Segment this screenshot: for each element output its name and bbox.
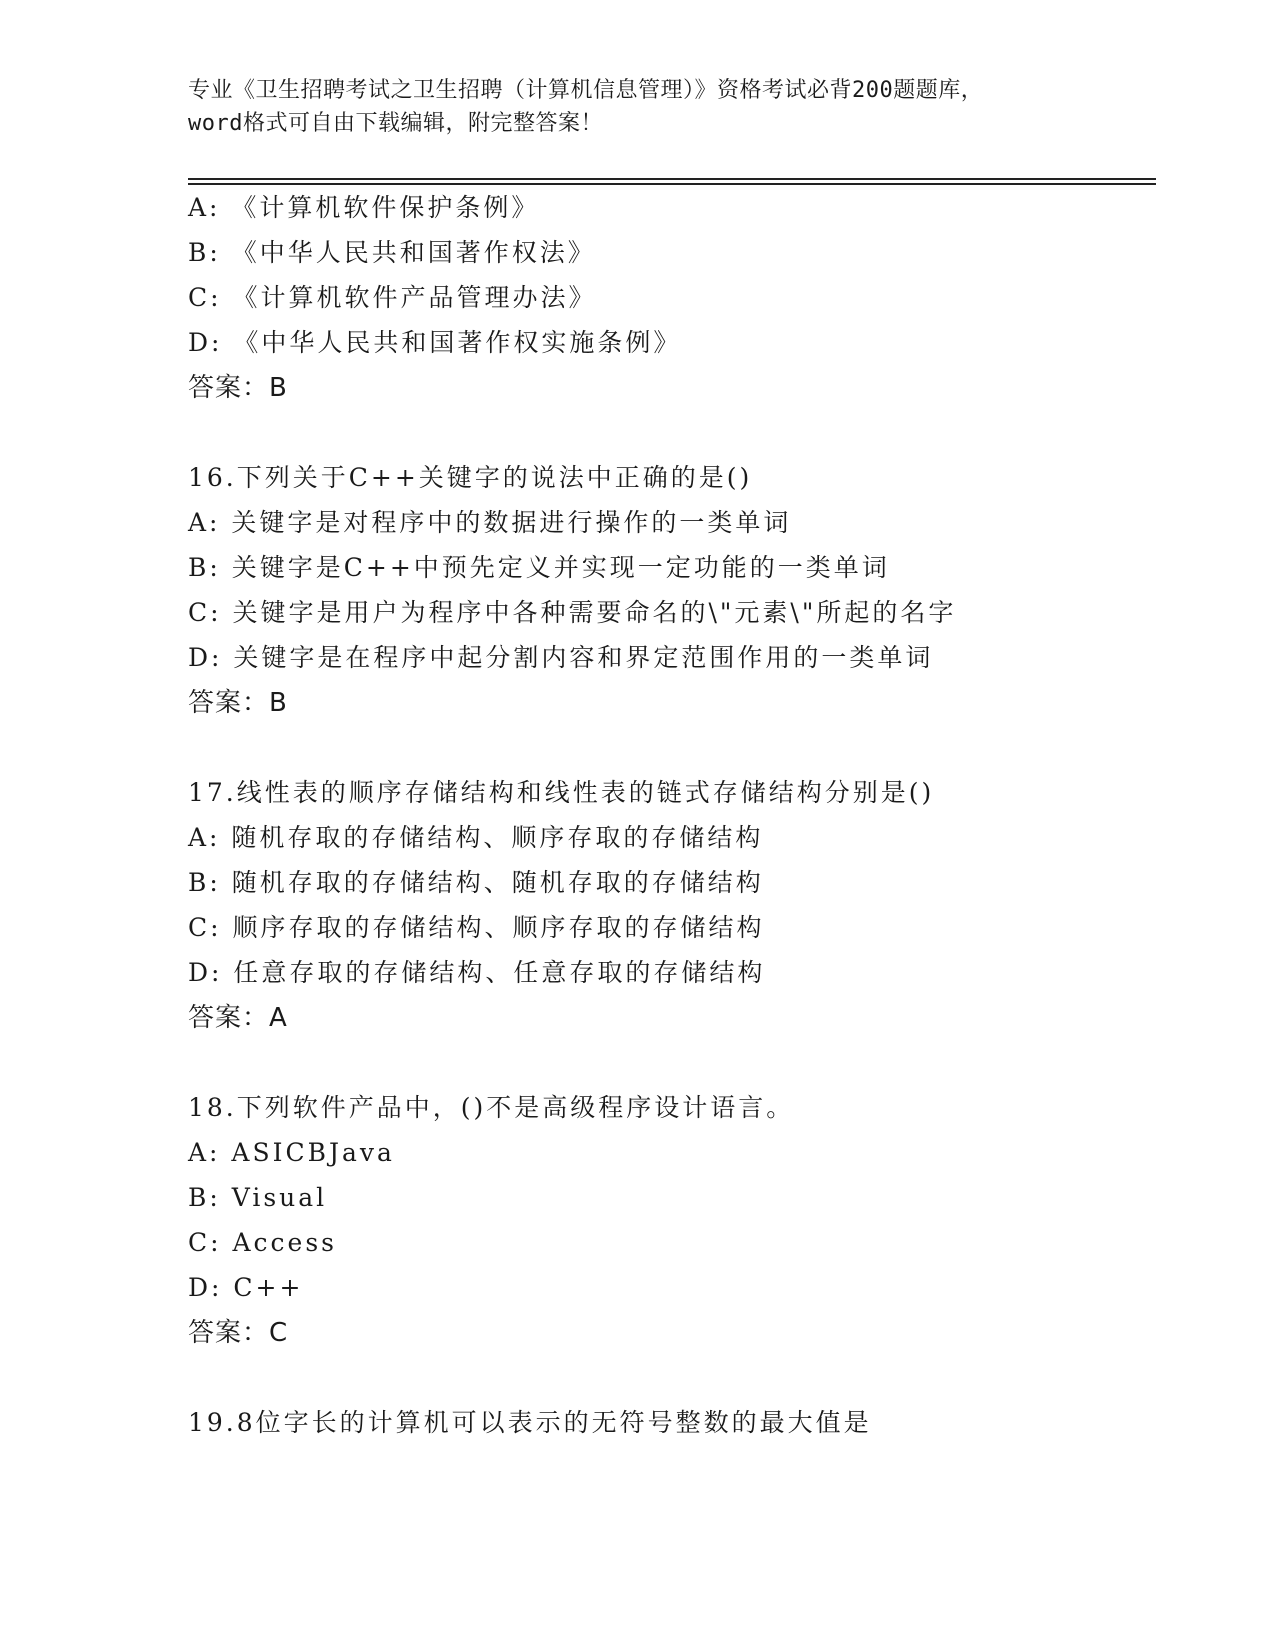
q15-option-d: D: 《中华人民共和国著作权实施条例》: [188, 328, 682, 357]
q18-option-c: C: Access: [188, 1228, 338, 1257]
q17-option-a: A: 随机存取的存储结构、顺序存取的存储结构: [188, 823, 764, 852]
header-divider-bottom: [188, 183, 1156, 185]
header-line-2: word格式可自由下载编辑，附完整答案！: [188, 111, 603, 136]
q18-question: 18.下列软件产品中，()不是高级程序设计语言。: [188, 1093, 795, 1122]
q16-option-b: B: 关键字是C++中预先定义并实现一定功能的一类单词: [188, 553, 890, 582]
q16-option-d: D: 关键字是在程序中起分割内容和界定范围作用的一类单词: [188, 643, 934, 672]
q16-option-c: C: 关键字是用户为程序中各种需要命名的\"元素\"所起的名字: [188, 598, 957, 627]
document-header: [188, 74, 1088, 140]
q19-question: 19.8位字长的计算机可以表示的无符号整数的最大值是: [188, 1408, 872, 1437]
q17-option-b: B: 随机存取的存储结构、随机存取的存储结构: [188, 868, 764, 897]
q15-option-b: B: 《中华人民共和国著作权法》: [188, 238, 596, 267]
q18-option-d: D: C++: [188, 1273, 304, 1302]
q17-option-d: D: 任意存取的存储结构、任意存取的存储结构: [188, 958, 766, 987]
header-divider-top: [188, 178, 1156, 180]
q15-answer: 答案：B: [188, 373, 288, 403]
q18-answer: 答案：C: [188, 1318, 289, 1348]
q17-answer: 答案：A: [188, 1003, 288, 1033]
q17-question: 17.线性表的顺序存储结构和线性表的链式存储结构分别是(): [188, 778, 935, 807]
q17-option-c: C: 顺序存取的存储结构、顺序存取的存储结构: [188, 913, 765, 942]
header-line-1: 专业《卫生招聘考试之卫生招聘（计算机信息管理）》资格考试必背200题题库，: [188, 78, 984, 103]
q15-option-a: A: 《计算机软件保护条例》: [188, 193, 540, 222]
q18-option-b: B: Visual: [188, 1183, 328, 1212]
q18-option-a: A: ASICBJava: [188, 1138, 395, 1167]
q15-option-c: C: 《计算机软件产品管理办法》: [188, 283, 597, 312]
q16-option-a: A: 关键字是对程序中的数据进行操作的一类单词: [188, 508, 792, 537]
q16-question: 16.下列关于C++关键字的说法中正确的是(): [188, 463, 753, 492]
q16-answer: 答案：B: [188, 688, 288, 718]
